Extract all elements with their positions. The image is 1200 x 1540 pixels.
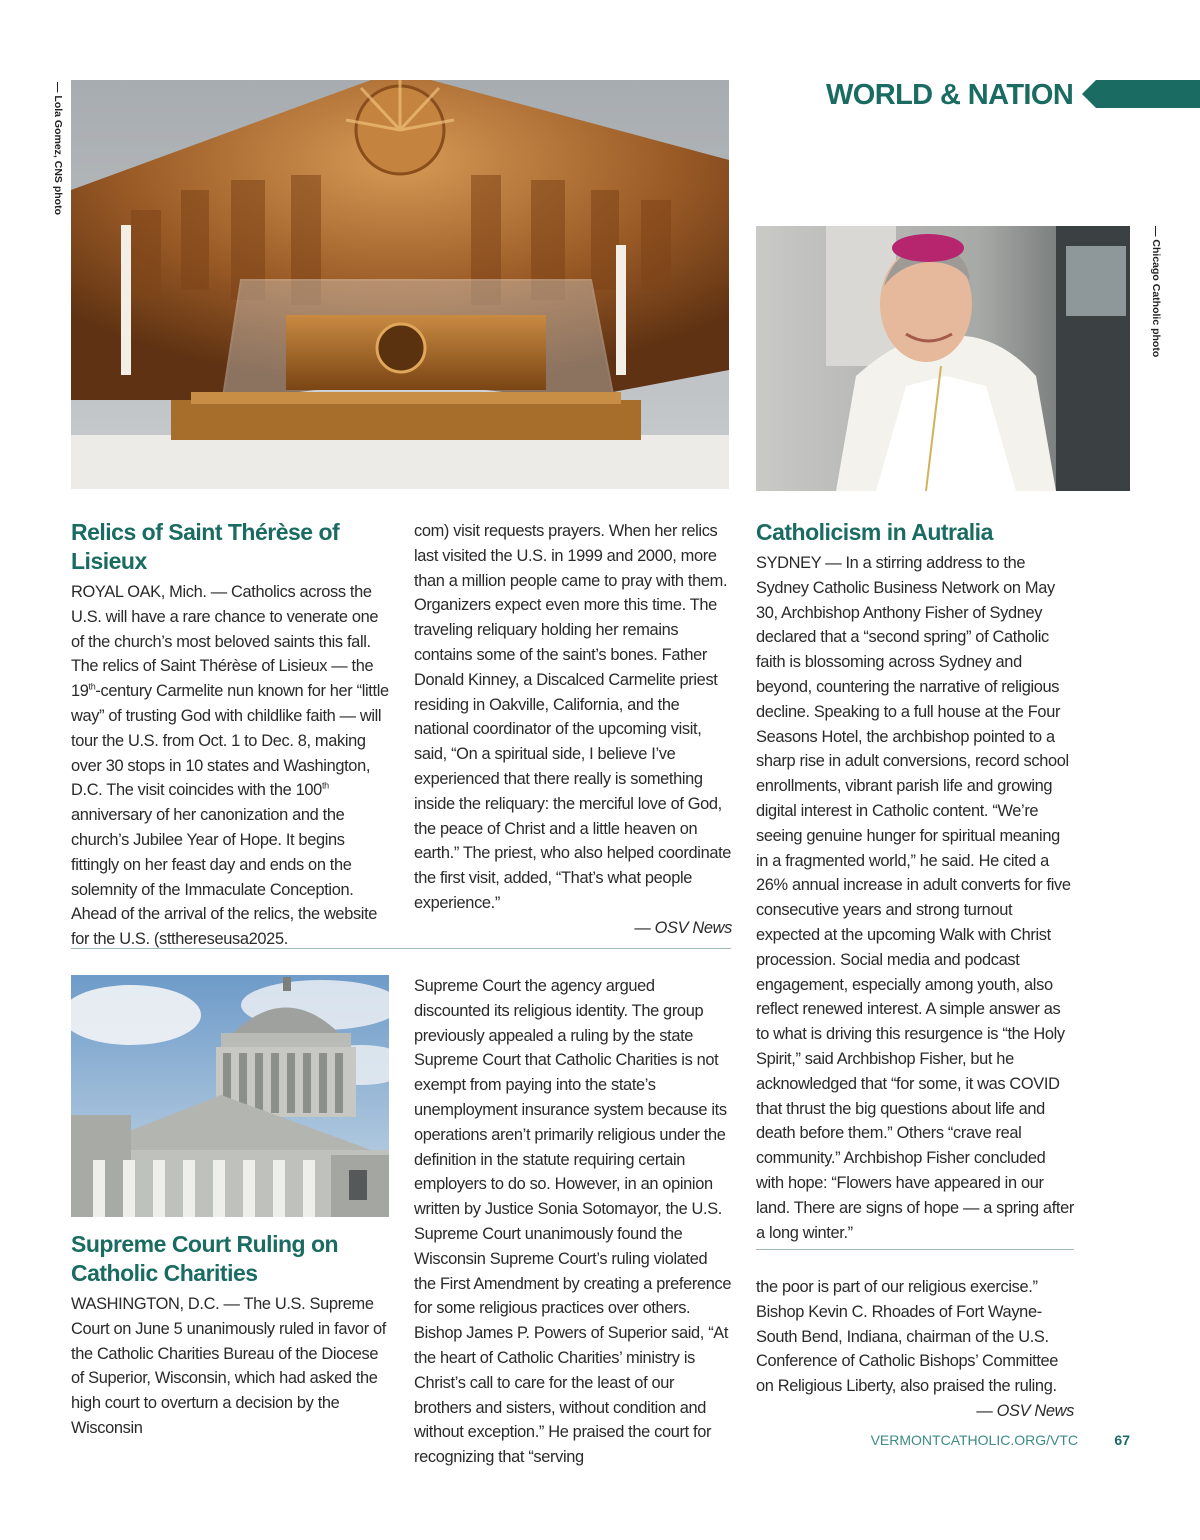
charities-body-col2: Supreme Court the agency argued discounted its religious identity. The group previously appealed a ruling by the state Supreme Court that Catholic Charities is not exempt from paying into the state’s unemployment insurance system because its operations aren’t primarily religious under the definition in the statute requiring certain employers to do so. However, in an opinion written by Justice Sonia Sotomayor, the U.S. Supreme Court unanimously found the Wisconsin Supreme Court’s ruling violated the First Amendment by creating a preference for some religious practices over others. Bishop James P. Powers of Superior said, “At the heart of Catholic Charities’ ministry is Christ’s call to care for the least of our brothers and sisters, without condition and without exception.” He praised the court for recognizing that “serving	[414, 977, 732, 1467]
photo-credit-reliquary: — Lola Gomez, CNS photo	[52, 82, 64, 215]
footer	[800, 1432, 1140, 1452]
charities-body-col3: the poor is part of our religious exercise.” Bishop Kevin C. Rhoades of Fort Wayne-South Bend, Indiana, chairman of the U.S. Conference of Catholic Bishops’ Committee on Religious Liberty, also praised the ruling.	[756, 1278, 1059, 1396]
archbishop-photo	[756, 226, 1130, 491]
section-banner	[826, 76, 1200, 114]
charities-headline: Supreme Court Ruling on Catholic Charities	[71, 1231, 339, 1286]
charities-body-col1: WASHINGTON, D.C. — The U.S. Supreme Court on June 5 unanimously ruled in favor of the Catholic Charities Bureau of the Diocese of Superior, Wisconsin, which had asked the high court to overturn a decision by the Wisconsin	[71, 1295, 386, 1437]
australia-headline: Catholicism in Autralia	[756, 519, 993, 545]
australia-body: SYDNEY — In a stirring address to the Sydney Catholic Business Network on May 30, Archbishop Anthony Fisher of Sydney declared that a “second spring” of Catholic faith is blossoming across Sydney and beyond, countering the narrative of religious decline. Speaking to a full house at the Four Seasons Hotel, the archbishop pointed to a sharp rise in adult conversions, record school enrollments, vibrant parish life and growing digital interest in Catholic content. “We’re seeing genuine hunger for spiritual meaning in a fragmented world,” he said. He cited a 26% annual increase in adult converts for five consecutive years and strong turnout expected at the upcoming Walk with Christ procession. Social media and podcast engagement, especially among youth, also reflect renewed interest. A simple answer as to what is driving this resurgence is “the Holy Spirit,” said Archbishop Fisher, but he acknowledged that “for some, it was COVID that thrust the big questions about life and death before them.” Others “crave real community.” Archbishop Fisher concluded with hope: “Flowers have appeared in our land. There are signs of hope — a spring after a long winter.”	[756, 554, 1074, 1242]
footer-website-link[interactable]: VERMONTCATHOLIC.ORG/VTC	[870, 1432, 1078, 1448]
capitol-photo	[71, 975, 389, 1217]
reliquary-photo	[71, 80, 729, 489]
divider-australia	[756, 1249, 1074, 1250]
banner-tab	[1082, 80, 1200, 108]
therese-body-col2: com) visit requests prayers. When her relics last visited the U.S. in 1999 and 2000, more than a million people came to pray with them. Organizers expect even more this time. The traveling reliquary holding her remains contains some of the saint’s bones. Father Donald Kinney, a Discalced Carmelite priest residing in Oakville, California, and the national coordinator of the upcoming visit, said, “On a spiritual side, I believe I’ve experienced that there really is something inside the reliquary: the merciful love of God, the peace of Christ and a little heaven on earth.” The priest, who also helped coordinate the first visit, added, “That’s what people experience.”	[414, 522, 732, 912]
therese-byline: — OSV News	[634, 918, 732, 937]
charities-byline: — OSV News	[976, 1401, 1074, 1420]
therese-headline: Relics of Saint Thérèse of Lisieux	[71, 519, 340, 574]
divider-therese	[71, 948, 731, 949]
section-label: WORLD & NATION	[826, 79, 1074, 111]
page-number: 67	[1114, 1432, 1130, 1448]
photo-credit-archbishop: — Chicago Catholic photo	[1150, 226, 1162, 358]
therese-body-col1: ROYAL OAK, Mich. — Catholics across the U.S. will have a rare chance to venerate one of the church’s most beloved saints this fall. The relics of Saint Thérèse of Lisieux — the 19th-century Carmelite nun known for her “little way” of trusting God with childlike faith — will tour the U.S. from Oct. 1 to Dec. 8, making over 30 stops in 10 states and Washington, D.C. The visit coincides with the 100th anniversary of her canonization and the church’s Jubilee Year of Hope. It begins fittingly on her feast day and ends on the solemnity of the Immaculate Conception. Ahead of the arrival of the relics, the website for the U.S. (stthereseusa2025.	[71, 583, 389, 949]
